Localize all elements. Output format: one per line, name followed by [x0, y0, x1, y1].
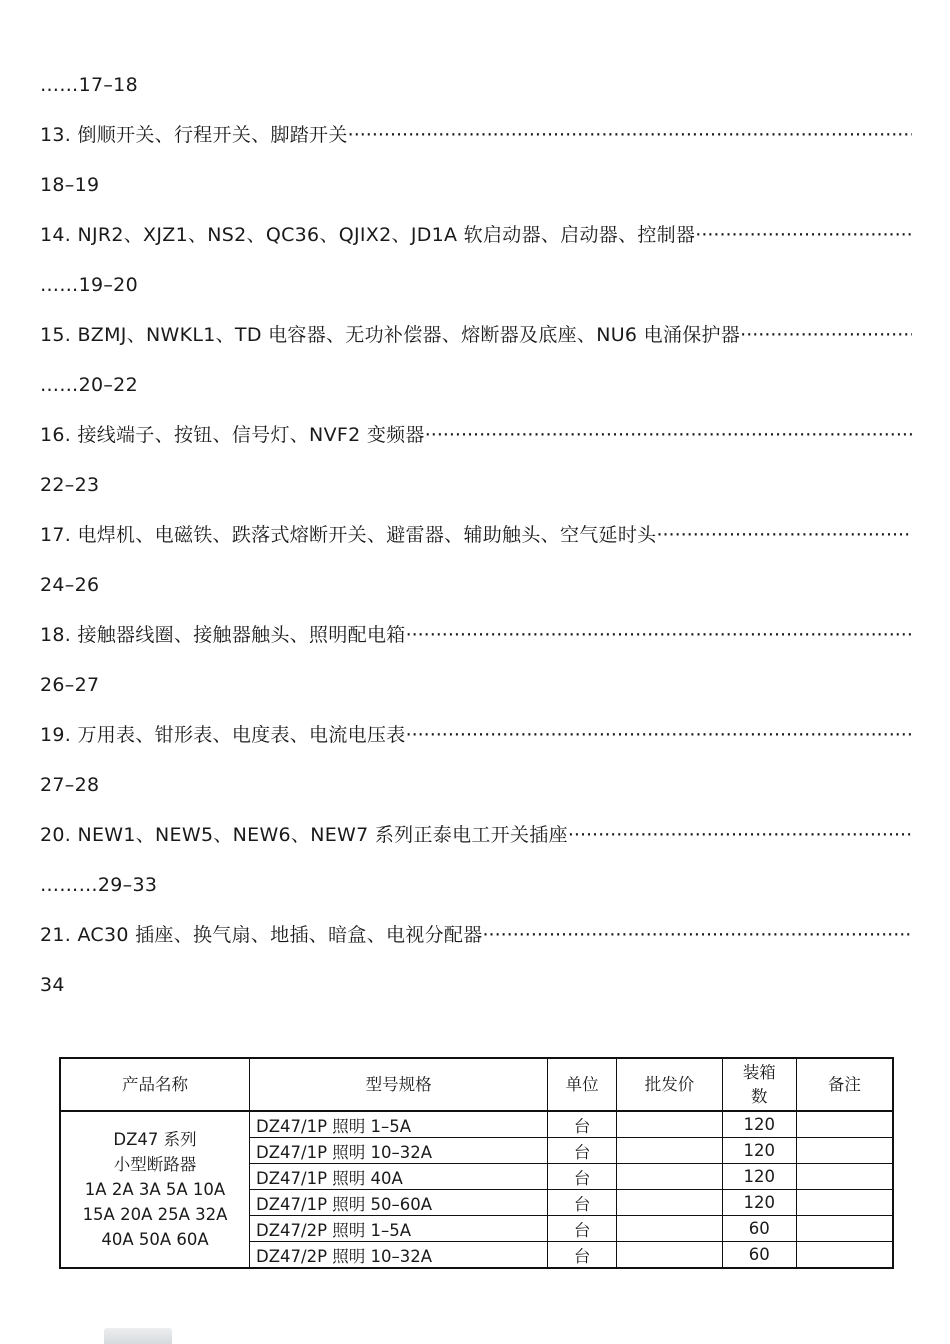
unit-cell: 台: [548, 1190, 617, 1216]
price-cell: [617, 1242, 723, 1269]
note-cell: [796, 1164, 893, 1190]
price-cell: [617, 1164, 723, 1190]
box-qty-cell: 120: [722, 1164, 796, 1190]
unit-cell: 台: [548, 1111, 617, 1138]
header-box-quantity-line: 装箱: [742, 1062, 776, 1082]
price-cell: [617, 1111, 723, 1138]
header-unit: 单位: [548, 1058, 617, 1111]
note-cell: [796, 1111, 893, 1138]
header-spec: 型号规格: [250, 1058, 548, 1111]
table-header-row: [60, 1058, 893, 1111]
header-box-quantity: [722, 1058, 796, 1111]
toc-line: ……20–22: [40, 374, 138, 396]
spec-cell: DZ47/1P 照明 10–32A: [250, 1138, 548, 1164]
box-qty-cell: 60: [722, 1216, 796, 1242]
price-cell: [617, 1190, 723, 1216]
table-of-contents: [40, 60, 912, 1010]
toc-line: 14. NJR2、XJZ1、NS2、QC36、QJIX2、JD1A 软启动器、启动器、控制器 ·····: [40, 210, 912, 260]
note-cell: [796, 1138, 893, 1164]
spec-cell: DZ47/2P 照明 10–32A: [250, 1242, 548, 1269]
unit-cell: 台: [548, 1242, 617, 1269]
header-box-quantity-line: 数: [750, 1086, 768, 1106]
note-cell: [796, 1242, 893, 1269]
price-cell: [617, 1216, 723, 1242]
box-qty-cell: 120: [722, 1190, 796, 1216]
toc-line: 24–26: [40, 574, 100, 596]
product-photo-fragment: [104, 1328, 172, 1344]
toc-line: 34: [40, 974, 65, 996]
unit-cell: 台: [548, 1216, 617, 1242]
product-name-line: 1A 2A 3A 5A 10A: [84, 1180, 226, 1199]
toc-line: ………29–33: [40, 874, 158, 896]
product-name-line: 小型断路器: [113, 1155, 197, 1174]
box-qty-cell: 120: [722, 1111, 796, 1138]
toc-line: 13. 倒顺开关、行程开关、脚踏开关 ·····: [40, 110, 912, 160]
box-qty-cell: 60: [722, 1242, 796, 1269]
toc-line: 16. 接线端子、按钮、信号灯、NVF2 变频器 ·····: [40, 410, 912, 460]
note-cell: [796, 1216, 893, 1242]
toc-line: 15. BZMJ、NWKL1、TD 电容器、无功补偿器、熔断器及底座、NU6 电涌保护器 ·····: [40, 310, 912, 360]
note-cell: [796, 1190, 893, 1216]
product-name-line: 40A 50A 60A: [101, 1230, 209, 1249]
unit-cell: 台: [548, 1164, 617, 1190]
header-note: 备注: [796, 1058, 893, 1111]
spec-cell: DZ47/2P 照明 1–5A: [250, 1216, 548, 1242]
header-wholesale-price: 批发价: [617, 1058, 723, 1111]
header-product-name: 产品名称: [60, 1058, 250, 1111]
toc-line: 22–23: [40, 474, 100, 496]
toc-line: 27–28: [40, 774, 100, 796]
toc-line: 19. 万用表、钳形表、电度表、电流电压表 ·····: [40, 710, 912, 760]
toc-line: 21. AC30 插座、换气扇、地插、暗盒、电视分配器 ·····: [40, 910, 912, 960]
toc-line: 18–19: [40, 174, 100, 196]
product-name-line: DZ47 系列: [113, 1130, 197, 1149]
toc-line: 17. 电焊机、电磁铁、跌落式熔断开关、避雷器、辅助触头、空气延时头 ·····: [40, 510, 912, 560]
toc-line: 26–27: [40, 674, 100, 696]
unit-cell: 台: [548, 1138, 617, 1164]
toc-line: 20. NEW1、NEW5、NEW6、NEW7 系列正泰电工开关插座 ·····: [40, 810, 912, 860]
toc-line: 18. 接触器线圈、接触器触头、照明配电箱 ·····: [40, 610, 912, 660]
toc-line: ……19–20: [40, 274, 138, 296]
toc-line: ……17–18: [40, 74, 138, 96]
product-table: [59, 1057, 894, 1269]
product-group-name: [60, 1111, 250, 1268]
product-name-line: 15A 20A 25A 32A: [82, 1205, 228, 1224]
table-row: [60, 1111, 893, 1138]
spec-cell: DZ47/1P 照明 1–5A: [250, 1111, 548, 1138]
price-cell: [617, 1138, 723, 1164]
spec-cell: DZ47/1P 照明 40A: [250, 1164, 548, 1190]
box-qty-cell: 120: [722, 1138, 796, 1164]
spec-cell: DZ47/1P 照明 50–60A: [250, 1190, 548, 1216]
